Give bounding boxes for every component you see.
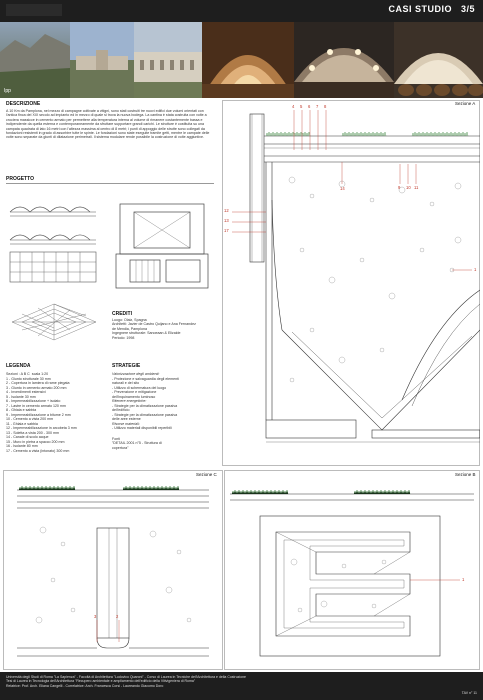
header-title [388, 4, 475, 14]
description-heading: DESCRIZIONE [6, 101, 41, 107]
strategie-line: - Strategie per la climatizzazione passiva [112, 403, 178, 408]
page-number: 3/5 [460, 4, 475, 14]
crediti-line: Periodo: 1998 [112, 335, 135, 340]
fonti-line: "DETAIL 2001 n°5 - Struttura di [112, 441, 162, 445]
photo-facade [134, 22, 202, 98]
callout-12: 12 [224, 208, 229, 213]
footer-credits [6, 675, 436, 688]
progetto-elevation-drawing [8, 192, 100, 292]
description-text: A 10 Km da Pamplona, nel mezzo di campagne coltivate a vitigni, sono stati costruiti tre nuovi edifici due volumi orientati con l'antica finca del XIX secolo ad impianto ed in mezzo di quale si trova la nuova bodega. La cantina è stata costruita con volte a crociera massicce in cemento armato per permettere alla temperatura interna al volume di rimanere costantemente bassa e indipendente da quella esterna e contemporaneamente da sfruttare supportare grandi carichi. Le strutture è costituita su una campata quadrata di lato 16 metri con l'altezza massima al centro di 8 metri; i punti di appoggio delle strutte sono collegati da fondazioni resistenti in grado di assorbire tutte le spinte. Le fondazioni sono state eseguite tramite getti, mentre le campate delle volte sono separate da giunti di dilatazione perimetrali. Il sistema modulare rende possibile la costruzione di volte aggiuntive. [6, 109, 210, 140]
legenda-item: 16 - Isolante 80 mm [6, 444, 38, 448]
legenda-item: Sezioni : A B C scala 1:20 [6, 372, 49, 376]
callout-1-a: 1 [474, 267, 477, 272]
strategie-line: dell'edificio [112, 408, 130, 412]
callout-17: 17 [224, 228, 229, 233]
strategie-line: naturali e del sito [112, 381, 140, 385]
callout-9: 9 [398, 185, 401, 190]
callout-1-b: 1 [462, 577, 465, 582]
strategie-line: - Utilizzo di schermatura del luogo [112, 385, 167, 390]
sheet-number: TAV n° 11 [461, 691, 477, 695]
photo-building [70, 22, 134, 98]
footer-line-3: Relatrice: Prof. Arch. Eliana Cangelli - Correlatrice: Arch. Francesca Corsi - Laureando Giacomo Doro [6, 683, 164, 688]
legenda-item: 2 - Copertura in lamiera di rame piegata [6, 381, 70, 385]
header-bar [0, 0, 483, 22]
strategie-line: delle aree esterne [112, 417, 141, 421]
legenda-item: 6 - Impermeabilizzazione + isolato [6, 399, 61, 403]
legenda-item: 17 - Cemento a vista (intonato) 300 mm [6, 448, 70, 453]
footer-line-1: Università degli Studi di Roma "La Sapienza" - Facoltà di Architettura "Ludovico Quaroni" - Corso di Laurea in Tecniche dell'Architettura e della Costruzione [6, 675, 247, 679]
header-logo-box [6, 4, 62, 16]
fonti-line: copertura" [112, 445, 129, 450]
strategie-line: Valorizzazione degli ambienti: [112, 372, 160, 376]
section-c-drawing [3, 470, 223, 670]
fonti-heading: Fonti [112, 436, 120, 441]
photo-logo-text: Ipp [4, 88, 11, 94]
crediti-line: Ingegnere strutturale: Sanoeaan & Elizalde [112, 331, 181, 336]
strategie-line: - Utilizzo materiali disponibili reperibili [112, 426, 172, 430]
title-text: CASI STUDIO [388, 4, 452, 14]
photo-vault-barrels [394, 22, 483, 98]
strategie-list [112, 372, 216, 450]
section-b-drawing [224, 470, 480, 670]
callout-11: 11 [414, 185, 419, 190]
legenda-item: 8 - Ghiaia e sabbia [6, 408, 37, 412]
strategie-line: - Strategie per la climatizzazione passiva [112, 412, 178, 417]
callout-13: 13 [224, 218, 229, 223]
callout-5: 5 [300, 104, 303, 109]
strategie-line: - Prevenzione e mitigazione [112, 390, 157, 394]
callout-7: 7 [316, 104, 319, 109]
progetto-heading: PROGETTO [6, 176, 34, 182]
crediti-line: Luogo: Olaiz, Spagna [112, 318, 147, 322]
crediti-line: Architetti: Javier de Castro Quijano e Ana Fernandez [112, 322, 196, 327]
legenda-list [6, 372, 108, 453]
callout-2-c: 2 [116, 614, 119, 619]
legenda-item: 5 - Isolante 30 mm [6, 394, 36, 399]
callout-6: 6 [308, 104, 311, 109]
legenda-item: 15 - Muro in pietra a spacco 200 mm [6, 439, 65, 444]
footer-line-2: Tesi di Laurea in Tecnologia dell'Architettura "Recupero ambientale e ampliamento dell'edificio della Vitivigeniera di Roma" [6, 679, 196, 684]
legenda-item: 1 - Giunto strutturale 30 mm [6, 376, 51, 381]
section-a-label: Sezione A [455, 101, 476, 106]
strategie-line: Risorse materiali: [112, 421, 140, 426]
section-c-label: Sezione C [196, 472, 217, 477]
legenda-item: 9 - Impermeabilizzazione a bitume 2 mm [6, 412, 71, 417]
callout-8: 8 [324, 104, 327, 109]
legenda-item: 7 - Lastre in cemento armato 120 mm [6, 403, 66, 408]
photo-strip [0, 22, 483, 98]
progetto-plan-drawing [112, 200, 210, 292]
legenda-item: 11 - Ghiaia e sabbia [6, 421, 38, 426]
strategie-line: dell'inquinamento luminoso [112, 394, 156, 399]
section-b-label: Sezione B [455, 472, 476, 477]
crediti-line: de Mendia, Pamplona [112, 326, 147, 331]
strategie-heading: STRATEGIE [112, 363, 141, 369]
legenda-item: 13 - Soletta a vista 200 - 300 mm [6, 430, 59, 435]
callout-14: 14 [340, 186, 345, 191]
legenda-item: 14 - Canale di scolo acque [6, 435, 49, 439]
legenda-item: 10 - Cemento a vista 200 mm [6, 417, 54, 421]
crediti-heading: CREDITI [112, 311, 132, 317]
callout-3-c: 3 [94, 614, 97, 619]
progetto-rule [6, 183, 214, 184]
section-a-drawing [222, 100, 480, 466]
photo-vault-warm [202, 22, 294, 98]
strategie-line: - Protezione e salvaguardia degli elementi [112, 376, 179, 381]
crediti-block [112, 318, 212, 340]
footer [0, 672, 483, 700]
progetto-axonometric-drawing [8, 300, 100, 344]
legenda-heading: LEGENDA [6, 363, 31, 369]
photo-vault-lit [294, 22, 394, 98]
callout-10: 10 [406, 185, 411, 190]
callout-4: 4 [292, 104, 295, 109]
legenda-item: 3 - Giunto in cemento armato 200 mm [6, 385, 67, 390]
strategie-line: Ritenere energetiche: [112, 399, 147, 403]
photo-landscape [0, 22, 70, 98]
legenda-item: 12 - Impermeabilizzazione in arcobeta 3 mm [6, 426, 77, 430]
legenda-item: 4 - Inverdimenti estensivi [6, 390, 46, 394]
